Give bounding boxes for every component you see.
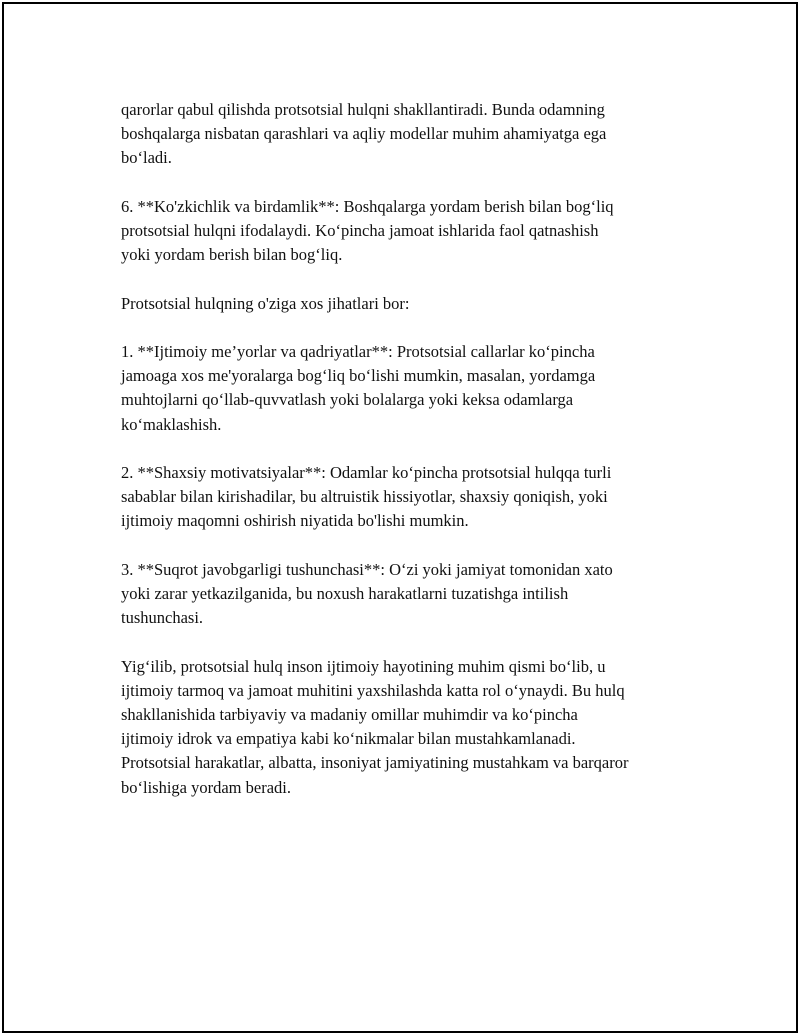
text-line: yoki yordam berish bilan bog‘liq.	[121, 245, 343, 265]
text-line: ijtimoiy maqomni oshirish niyatida bo'lishi mumkin.	[121, 511, 469, 531]
page-frame	[2, 2, 798, 1033]
text-line: muhtojlarni qo‘llab-quvvatlash yoki bolalarga yoki keksa odamlarga	[121, 390, 574, 410]
text-line: bo‘ladi.	[121, 148, 172, 168]
text-line: ijtimoiy tarmoq va jamoat muhitini yaxshilashda katta rol o‘ynaydi. Bu hulq	[121, 680, 625, 700]
text-line: shakllanishida tarbiyaviy va madaniy omillar muhimdir va ko‘pincha	[121, 704, 578, 724]
paragraph-5	[121, 461, 701, 534]
text-line: bo‘lishiga yordam beradi.	[121, 777, 291, 797]
text-line: Yig‘ilib, protsotsial hulq inson ijtimoiy hayotining muhim qismi bo‘lib, u	[121, 656, 606, 676]
text-line: boshqalarga nisbatan qarashlari va aqliy modellar muhim ahamiyatga ega	[121, 124, 607, 144]
text-line: ijtimoiy idrok va empatiya kabi ko‘nikmalar bilan mustahkamlanadi.	[121, 729, 576, 749]
text-line: 6. **Ko'zkichlik va birdamlik**: Boshqalarga yordam berish bilan bog‘liq	[121, 196, 614, 216]
text-line: 1. **Ijtimoiy me’yorlar va qadriyatlar**: Protsotsial callarlar ko‘pincha	[121, 341, 595, 361]
text-line: tushunchasi.	[121, 608, 204, 628]
text-line: jamoaga xos me'yoralarga bog‘liq bo‘lishi mumkin, masalan, yordamga	[121, 366, 596, 386]
document-body	[121, 98, 701, 824]
text-line: Protsotsial hulqning o'ziga xos jihatlari bor:	[121, 293, 410, 313]
paragraph-4	[121, 340, 701, 437]
text-line: ko‘maklashish.	[121, 414, 222, 434]
paragraph-6	[121, 558, 701, 631]
paragraph-7	[121, 655, 701, 800]
text-line: Protsotsial harakatlar, albatta, insoniyat jamiyatining mustahkam va barqaror	[121, 753, 629, 773]
paragraph-2	[121, 195, 701, 268]
text-line: 3. **Suqrot javobgarligi tushunchasi**: O‘zi yoki jamiyat tomonidan xato	[121, 559, 613, 579]
text-line: 2. **Shaxsiy motivatsiyalar**: Odamlar ko‘pincha protsotsial hulqqa turli	[121, 462, 612, 482]
paragraph-3	[121, 292, 701, 316]
paragraph-1	[121, 98, 701, 171]
text-line: yoki zarar yetkazilganida, bu noxush harakatlarni tuzatishga intilish	[121, 583, 569, 603]
text-line: qarorlar qabul qilishda protsotsial hulqni shakllantiradi. Bunda odamning	[121, 100, 605, 119]
text-line: sabablar bilan kirishadilar, bu altruistik hissiyotlar, shaxsiy qoniqish, yoki	[121, 487, 608, 507]
text-line: protsotsial hulqni ifodalaydi. Ko‘pincha jamoat ishlarida faol qatnashish	[121, 221, 599, 240]
